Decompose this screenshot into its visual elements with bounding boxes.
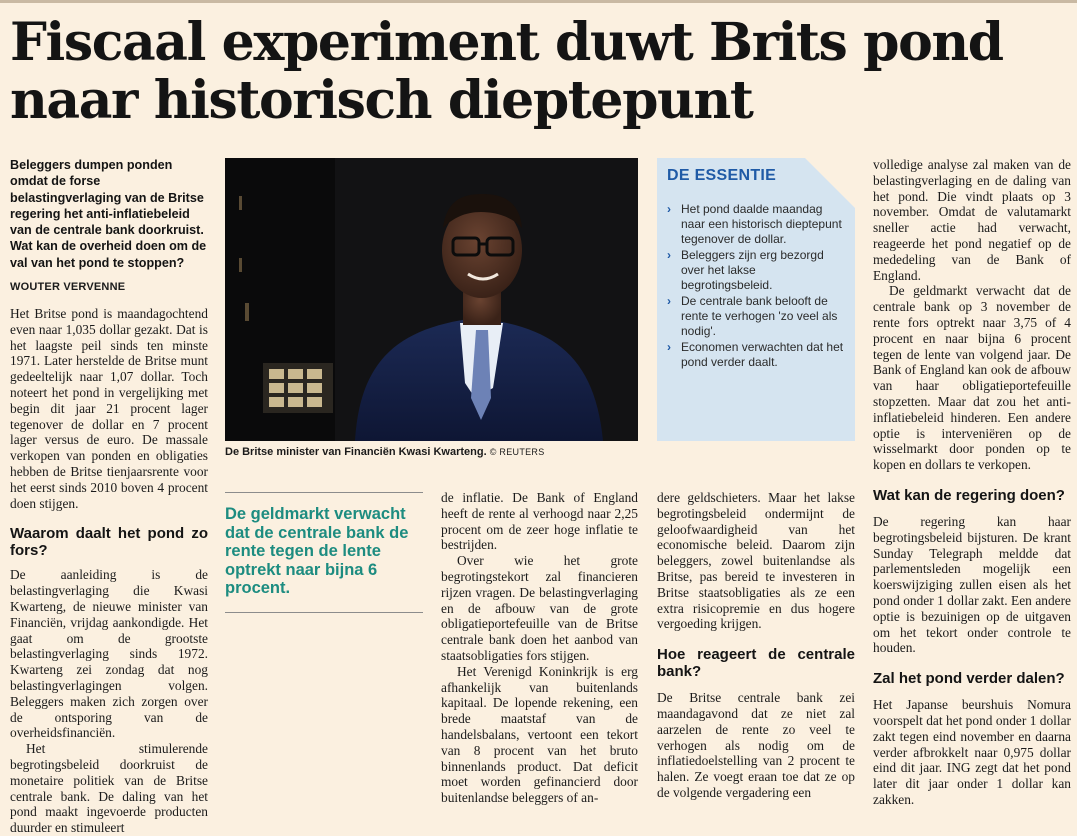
essentie-list xyxy=(667,202,847,371)
kwarteng-portrait-image xyxy=(225,158,638,441)
list-item: › Het pond daalde maandag naar een historisch dieptepunt tegenover de dollar. xyxy=(667,202,842,246)
subhead-verder-dalen: Zal het pond verder dalen? xyxy=(873,670,1065,688)
byline: WOUTER VERVENNE xyxy=(10,281,126,293)
pull-quote: De geldmarkt verwacht dat de centrale bank de rente tegen de lente optrekt naar bijna 6 procent. xyxy=(225,492,423,613)
col5-paragraph-2: De geldmarkt verwacht dat de centrale bank op 3 november de rente fors optrekt naar 3,75 of 4 procent en naar bijna 6 procent tegen de lente van volgend jaar. De Bank of England kan ook de afbouw van haar obligatieportefeuille stopzetten. Maar dat zou het anti-inflatiebeleid hinderen. Een andere optie is interveniëren op de wisselmarkt door ponden op te kopen en dollars te verkopen. xyxy=(873,283,1071,473)
headline: Fiscaal experiment duwt Brits pond naar historisch dieptepunt xyxy=(10,12,1003,131)
col3-paragraph-2: Over wie het grote begrotingstekort zal financieren rijzen vragen. De belastingverlaging en de afbouw van de grote obligatieportefeuille van de Britse centrale bank doen het aanbod van staatsobligaties fors stijgen. xyxy=(441,553,638,663)
photo-caption xyxy=(225,446,645,458)
column-5 xyxy=(873,157,1071,808)
corner-fold xyxy=(805,158,855,208)
article-photo xyxy=(225,158,638,441)
col4-paragraph-1: dere geldschieters. Maar het lakse begrotingsbeleid ondermijnt de geloofwaardigheid van het economische beleid. Daarom zijn beleggers, zowel buitenlandse als Britse, pas bereid te investeren in Britse staatsobligaties als ze een extra risicopremie en dus hogere vergoeding krijgen. xyxy=(657,490,855,632)
col1-paragraph-1: Het Britse pond is maandagochtend even naar 1,035 dollar gezakt. Dat is het laagste peil sinds ten minste 1971. Later herstelde de Britse munt gedeeltelijk naar 1,07 dollar. Toch noteert het pond in vergelijking met begin dit jaar 21 procent lager tegenover de dollar en 7 procent lager versus de euro. De massale verkopen van ponden en obligaties hebben de Britse tienjaarsrente voor het eerst sinds 2010 boven 4 procent doen stijgen. xyxy=(10,306,208,511)
col1-paragraph-3: Het stimulerende begrotingsbeleid doorkruist de monetaire politiek van de Britse centrale bank. De daling van het pond maakt ingevoerde producten duurder en stimuleert xyxy=(10,741,208,836)
subhead-waarom: Waarom daalt het pond zo fors? xyxy=(10,525,208,560)
col5-paragraph-1: volledige analyse zal maken van de belastingverlaging en de daling van het pond. Die vindt plaats op 3 november. Omdat de valutamarkt sneller actie had verwacht, reageerde het pond negatief op de mededeling van de Bank of England. xyxy=(873,157,1071,283)
chevron-right-icon: › xyxy=(667,202,671,216)
column-3 xyxy=(441,490,638,806)
essentie-title: DE ESSENTIE xyxy=(667,167,777,184)
list-item: › De centrale bank belooft de rente te verhogen 'zo veel als nodig'. xyxy=(667,294,838,338)
col5-paragraph-3: De regering kan haar begrotingsbeleid bijsturen. De krant Sunday Telegraph meldde dat parlementsleden mogelijk een koerswijziging zullen eisen als het pond onder 1 dollar zakt. Een andere optie is bezuinigen op de uitgaven om het tekort onder controle te houden. xyxy=(873,513,1071,656)
subhead-regering: Wat kan de regering doen? xyxy=(873,486,1065,504)
col4-paragraph-2: De Britse centrale bank zei maandagavond dat ze niet zal aarzelen de rente zo veel te verhogen als nodig om de inflatiedoelstelling van 2 procent te halen. Ze voegt eraan toe dat ze op de volgende vergadering een xyxy=(657,690,855,800)
caption-text: De Britse minister van Financiën Kwasi Kwarteng. xyxy=(225,446,487,458)
top-rule xyxy=(0,0,1077,3)
caption-credit: © REUTERS xyxy=(489,447,545,457)
col3-paragraph-3: Het Verenigd Koninkrijk is erg afhankelijk van buitenlands kapitaal. De lopende rekening, een brede maatstaf van de handelsbalans, vertoont een tekort van 8 procent van het bruto binnenlands product. Dat deficit moet worden gefinancierd door buitenlandse beleggers of an- xyxy=(441,663,638,806)
chevron-right-icon: › xyxy=(667,294,671,308)
chevron-right-icon: › xyxy=(667,248,671,262)
col3-paragraph-1: de inflatie. De Bank of England heeft de rente al verhoogd naar 2,25 procent om de zeer hoge inflatie te bestrijden. xyxy=(441,490,638,553)
chevron-right-icon: › xyxy=(667,340,671,354)
lead-paragraph: Beleggers dumpen ponden omdat de forse belastingverlaging van de Britse regering het anti-inflatiebeleid van de centrale bank doorkruist. Wat kan de overheid doen om de val van het pond te stoppen? xyxy=(10,158,207,270)
essentie-box xyxy=(657,158,855,441)
list-item: › Economen verwachten dat het pond verder daalt. xyxy=(667,340,844,369)
list-item: › Beleggers zijn erg bezorgd over het lakse begrotingsbeleid. xyxy=(667,248,824,292)
column-1 xyxy=(10,306,208,836)
column-4 xyxy=(657,490,855,801)
col1-paragraph-2: De aanleiding is de belastingverlaging die Kwasi Kwarteng, de nieuwe minister van Financiën, vrijdag aankondigde. Het gaat om de grootste belastingverlaging sinds 1972. Kwarteng zei zondag dat nog belastingverlagingen volgen. Beleggers maken zich zorgen over de ontsporing van de overheidsfinanciën. xyxy=(10,567,208,741)
col5-paragraph-4: Het Japanse beurshuis Nomura voorspelt dat het pond onder 1 dollar zakt tegen eind november en daarna verder afbrokkelt naar 0,975 dollar eind dit jaar. ING zegt dat het pond later dit jaar onder 1 dollar kan zakken. xyxy=(873,697,1071,807)
subhead-hoe-reageert: Hoe reageert de centrale bank? xyxy=(657,646,855,681)
